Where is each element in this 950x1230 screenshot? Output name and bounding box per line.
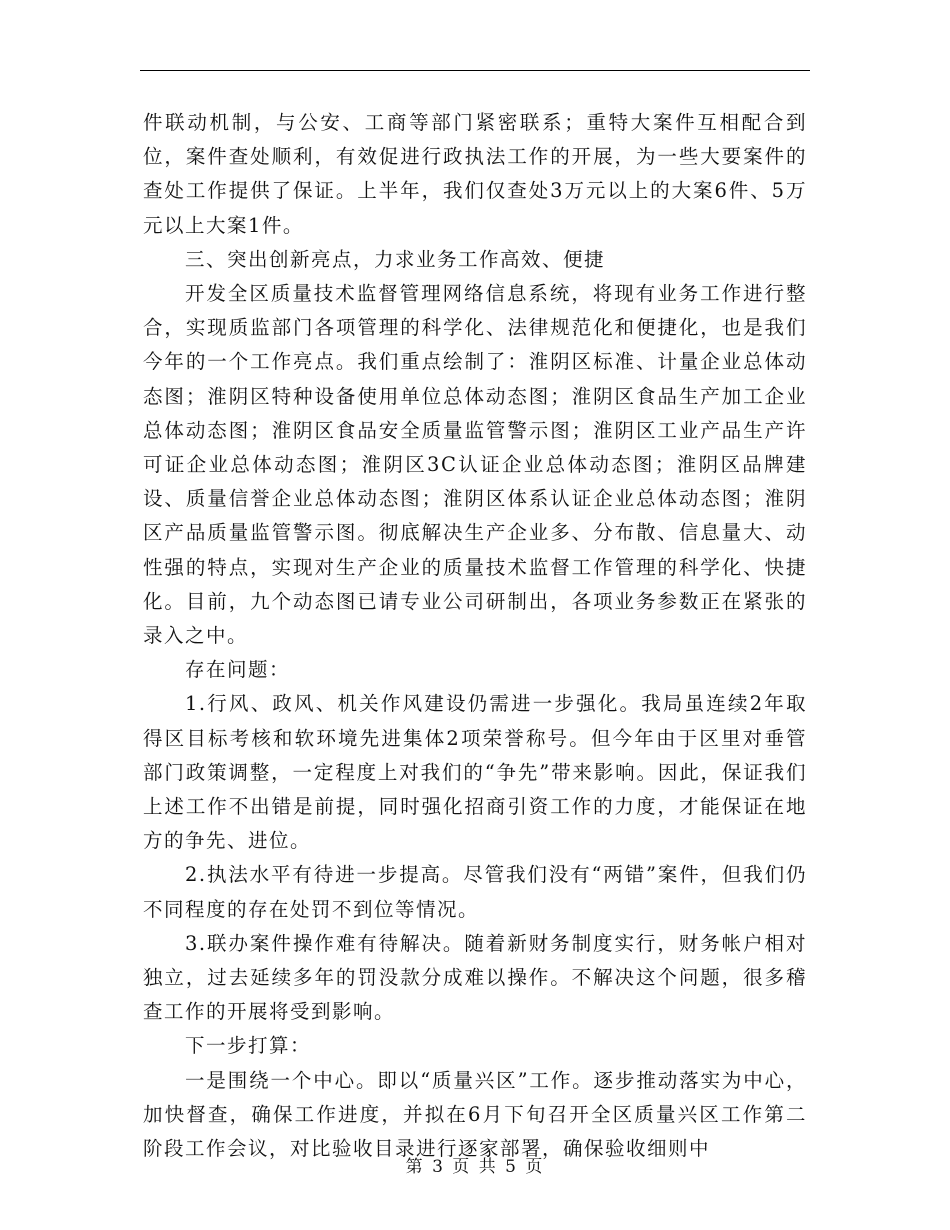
heading-next-steps: 下一步打算： bbox=[185, 1034, 312, 1058]
paragraph-problem-2: 2.执法水平有待进一步提高。尽管我们没有“两错”案件，但我们仍不同程度的存在处罚不到位等情况。 bbox=[143, 863, 807, 921]
paragraph-case-linkage: 件联动机制，与公安、工商等部门紧密联系；重特大案件互相配合到位，案件查处顺利，有效促进行政执法工作的开展，为一些大要案件的查处工作提供了保证。上半年，我们仅查处3万元以上的大案6件、5万元以上大案1件。 bbox=[143, 111, 807, 237]
paragraph-info-system: 开发全区质量技术监督管理网络信息系统，将现有业务工作进行整合，实现质监部门各项管理的科学化、法律规范化和便捷化，也是我们今年的一个工作亮点。我们重点绘制了：淮阴区标准、计量企业总体动态图；淮阴区特种设备使用单位总体动态图；淮阴区食品生产加工企业总体动态图；淮阴区食品安全质量监管警示图；淮阴区工业产品生产许可证企业总体动态图；淮阴区3C认证企业总体动态图；淮阴区品牌建设、质量信誉企业总体动态图；淮阴区体系认证企业总体动态图；淮阴区产品质量监管警示图。彻底解决生产企业多、分布散、信息量大、动性强的特点，实现对生产企业的质量技术监督工作管理的科学化、快捷化。目前，九个动态图已请专业公司研制出，各项业务参数正在紧张的录入之中。 bbox=[143, 282, 807, 648]
paragraph-problem-1: 1.行风、政风、机关作风建设仍需进一步强化。我局虽连续2年取得区目标考核和软环境先进集体2项荣誉称号。但今年由于区里对垂管部门政策调整，一定程度上对我们的“争先”带来影响。因此，保证我们上述工作不出错是前提，同时强化招商引资工作的力度，才能保证在地方的争先、进位。 bbox=[143, 692, 807, 853]
header-rule bbox=[140, 70, 810, 71]
heading-existing-problems: 存在问题： bbox=[185, 658, 291, 682]
paragraph-problem-3: 3.联办案件操作难有待解决。随着新财务制度实行，财务帐户相对独立，过去延续多年的罚没款分成难以操作。不解决这个问题，很多稽查工作的开展将受到影响。 bbox=[143, 931, 807, 1024]
page-footer: 第 3 页 共 5 页 bbox=[405, 1157, 545, 1177]
document-body bbox=[143, 106, 807, 1166]
section-heading-innovation: 三、突出创新亮点，力求业务工作高效、便捷 bbox=[185, 247, 606, 271]
paragraph-next-step-1: 一是围绕一个中心。即以“质量兴区”工作。逐步推动落实为中心，加快督查，确保工作进度，并拟在6月下旬召开全区质量兴区工作第二阶段工作会议，对比验收目录进行逐家部署，确保验收细则中 bbox=[143, 1068, 807, 1161]
